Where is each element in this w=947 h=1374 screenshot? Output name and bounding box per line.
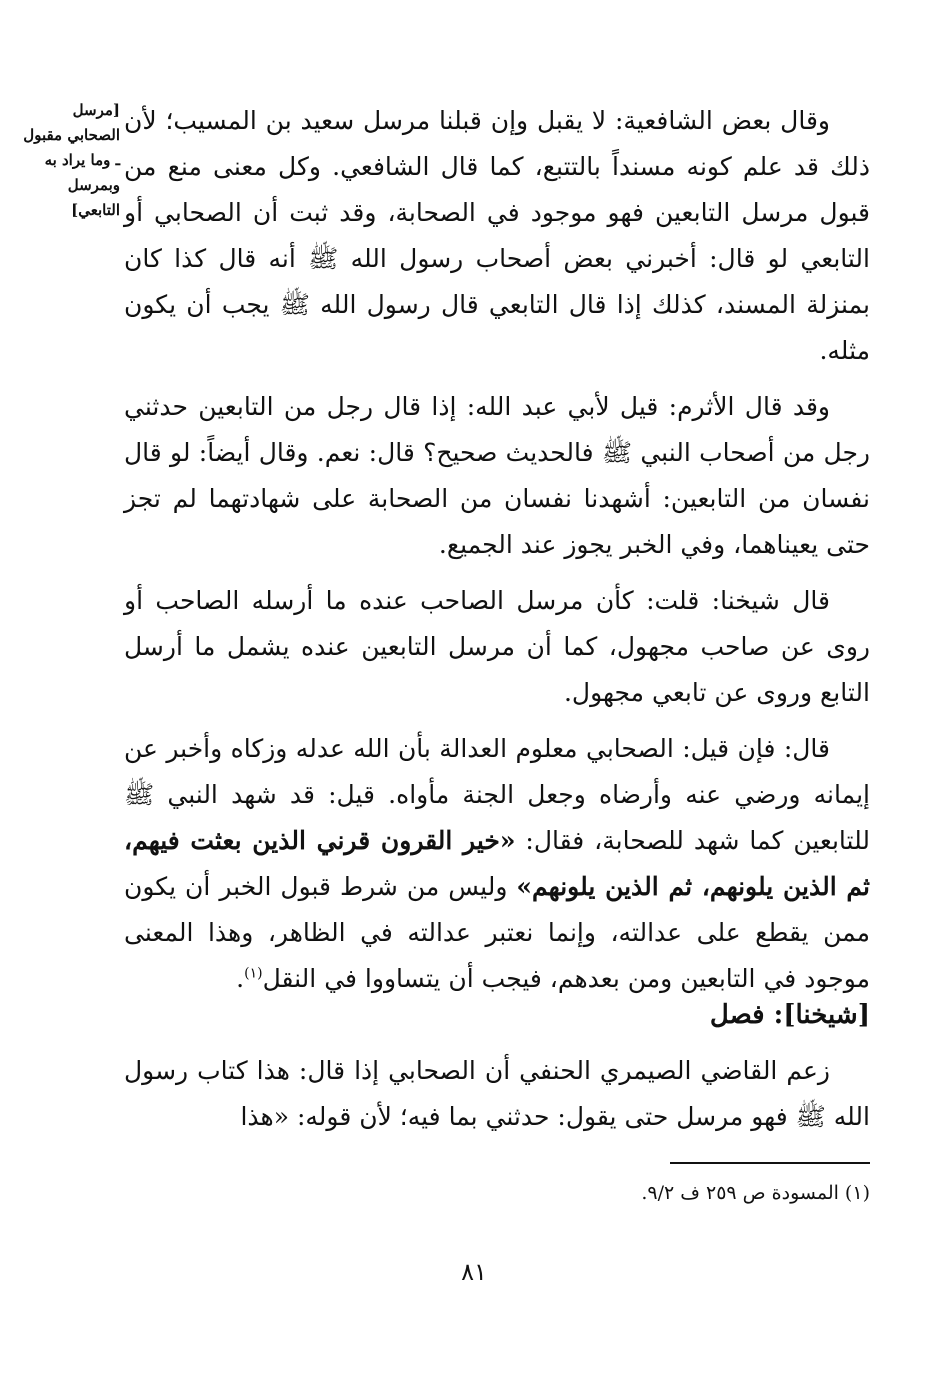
page-number: ٨١	[461, 1258, 487, 1286]
footnote-marker[interactable]: (١)	[244, 965, 263, 982]
paragraph-3	[124, 578, 870, 716]
footnote: (١) المسودة ص ٢٥٩ ف ٩/٢.	[641, 1182, 870, 1204]
paragraph-4-continuation: وليس من شرط قبول الخبر أن يكون ممن يقطع على عدالته، وإنما نعتبر عدالته في الظاهر، وهذا المعنى موجود في التابعين ومن بعدهم، فيجب أن يتساووا في النقل	[124, 872, 870, 993]
paragraph-2	[124, 384, 870, 568]
paragraph-4-end: .	[236, 964, 245, 993]
section-heading-bracket: [شيخنا]:	[773, 1000, 870, 1030]
section-paragraph-text: زعم القاضي الصيمري الحنفي أن الصحابي إذا قال: هذا كتاب رسول الله ﷺ فهو مرسل حتى يقول: حدثني بما فيه؛ لأن قوله: «هذا	[124, 1056, 870, 1131]
main-text	[124, 98, 870, 1002]
paragraph-1	[124, 98, 870, 374]
paragraph-2-text: وقد قال الأثرم: قيل لأبي عبد الله: إذا قال رجل من التابعين حدثني رجل من أصحاب النبي ﷺ فالحديث صحيح؟ قال: نعم. وقال أيضاً: لو قال نفسان من التابعين: أشهدنا نفسان من الصحابة على شهادتهما لم تجز حتى يعيناهما، وفي الخبر يجوز عند الجميع.	[124, 392, 870, 559]
section-paragraph	[124, 1048, 870, 1140]
paragraph-4	[124, 726, 870, 1002]
paragraph-4-text: قال: فإن قيل: الصحابي معلوم العدالة بأن الله عدله وزكاه وأخبر عن إيمانه ورضي عنه وأرضاه وجعل الجنة مأواه. قيل: قد شهد النبي ﷺ للتابعين كما شهد للصحابة، فقال:	[124, 734, 870, 855]
margin-note: [مرسل الصحابي مقبول ـ وما يراد به وبمرسل التابعي]	[23, 101, 120, 219]
paragraph-1-text: وقال بعض الشافعية: لا يقبل وإن قبلنا مرسل سعيد بن المسيب؛ لأن ذلك قد علم كونه مسنداً بالتتبع، كما قال الشافعي. وكل معنى منع من قبول مرسل التابعين فهو موجود في الصحابة، وقد ثبت أن الصحابي أو التابعي لو قال: أخبرني بعض أصحاب رسول الله ﷺ أنه قال كذا كان بمنزلة المسند، كذلك إذا قال التابعي قال رسول الله ﷺ يجب أن يكون مثله.	[124, 106, 870, 365]
section-heading	[124, 1000, 870, 1030]
section-heading-title: فصل	[709, 1000, 765, 1030]
hadith-quote: «خير القرون قرني الذين بعثت فيهم، ثم الذين يلونهم، ثم الذين يلونهم»	[124, 826, 870, 901]
footnote-divider	[670, 1162, 870, 1164]
paragraph-3-text: قال شيخنا: قلت: كأن مرسل الصاحب عنده ما أرسله الصاحب أو روى عن صاحب مجهول، كما أن مرسل التابعين عنده يشمل ما أرسل التابع وروى عن تابعي مجهول.	[124, 586, 870, 707]
